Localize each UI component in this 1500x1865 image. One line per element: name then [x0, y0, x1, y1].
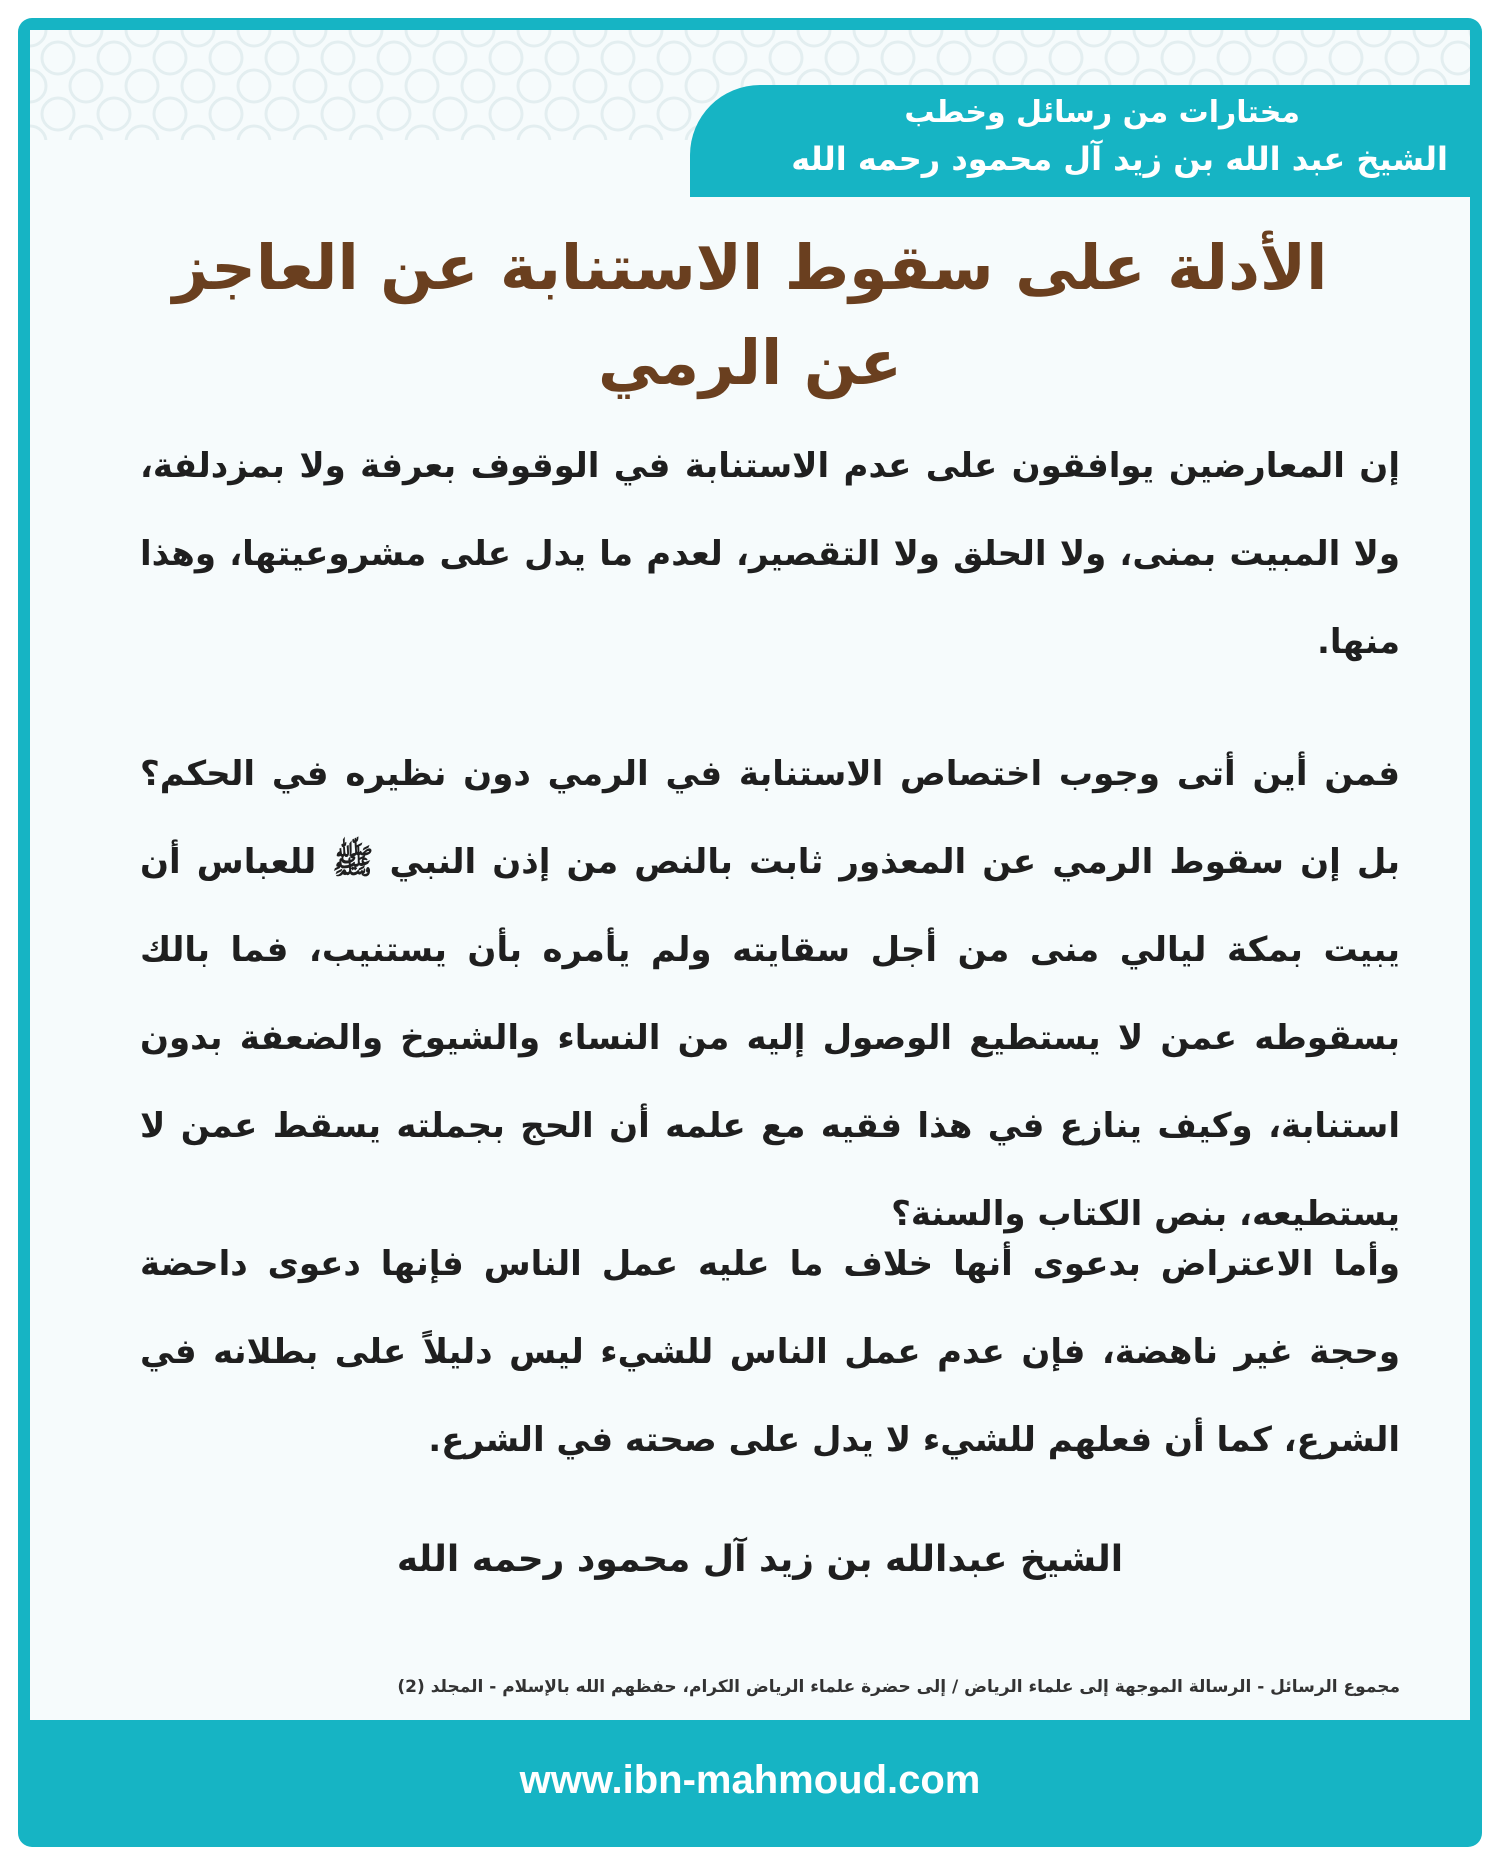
- paragraph-3: وأما الاعتراض بدعوى أنها خلاف ما عليه عمل الناس فإنها دعوى داحضة وحجة غير ناهضة، فإن عدم عمل الناس للشيء ليس دليلاً على بطلانه في الشرع، كما أن فعلهم للشيء لا يدل على صحته في الشرع.: [140, 1244, 1400, 1460]
- header-subtitle: مختارات من رسائل وخطب: [904, 95, 1300, 130]
- author-signature: الشيخ عبدالله بن زيد آل محمود رحمه الله: [396, 1539, 1124, 1580]
- source-citation: مجموع الرسائل - الرسالة الموجهة إلى علماء الرياض / إلى حضرة علماء الرياض الكرام، حفظهم الله بالإسلام - المجلد (2): [397, 1677, 1400, 1697]
- header-banner: [690, 85, 1470, 197]
- paragraph-2: فمن أين أتى وجوب اختصاص الاستنابة في الرمي دون نظيره في الحكم؟ بل إن سقوط الرمي عن المعذور ثابت بالنص من إذن النبي ﷺ للعباس أن يبيت بمكة ليالي منى من أجل سقايته ولم يأمره بأن يستنيب، فما بالك بسقوطه عمن لا يستطيع الوصول إليه من النساء والشيوخ والضعفة بدون استنابة، وكيف ينازع في هذا فقيه مع علمه أن الحج بجملته يسقط عمن لا يستطيعه، بنص الكتاب والسنة؟: [140, 754, 1400, 1234]
- article-title: الأدلة على سقوط الاستنابة عن العاجز عن الرمي: [172, 231, 1328, 399]
- header-author: الشيخ عبد الله بن زيد آل محمود رحمه الله: [791, 140, 1448, 178]
- website-link[interactable]: www.ibn-mahmoud.com: [519, 1758, 981, 1802]
- content-card: [30, 30, 1470, 1720]
- paragraph-1: إن المعارضين يوافقون على عدم الاستنابة في الوقوف بعرفة ولا بمزدلفة، ولا المبيت بمنى، ولا الحلق ولا التقصير، لعدم ما يدل على مشروعيتها، وهذا منها.: [140, 446, 1400, 662]
